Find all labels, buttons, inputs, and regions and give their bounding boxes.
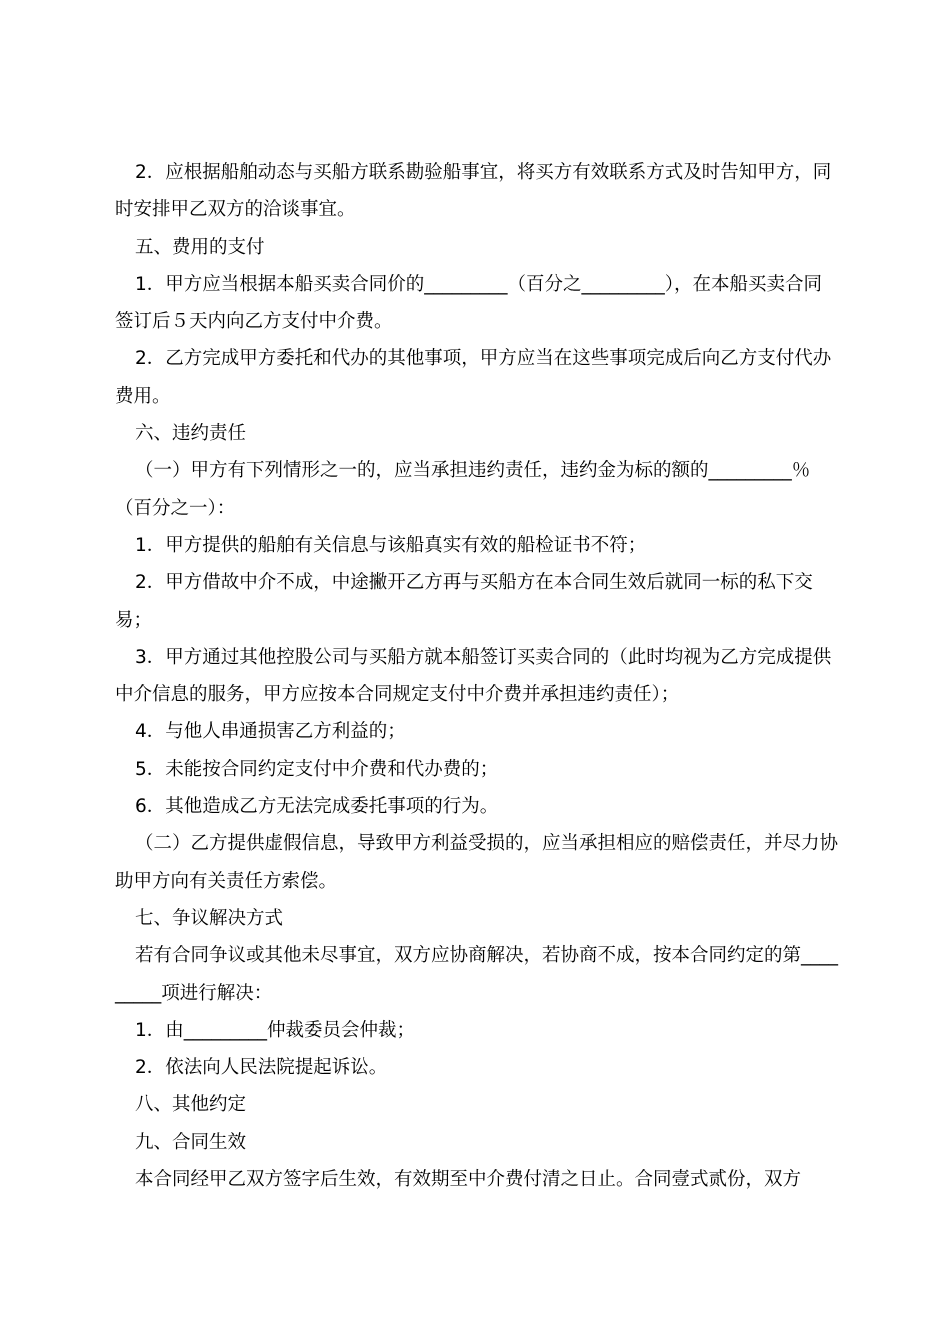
clause-6-item-2: 2．甲方借故中介不成，中途撇开乙方再与买船方在本合同生效后就同一标的私下交易； [115, 572, 813, 631]
section-8-heading: 八、其他约定 [135, 1094, 247, 1116]
clause-6-item-4: 4．与他人串通损害乙方利益的； [135, 721, 406, 743]
clause-7-item-2: 2．依法向人民法院提起诉讼。 [135, 1057, 388, 1079]
section-6-heading: 六、违约责任 [135, 423, 247, 445]
clause-6-item-5: 5．未能按合同约定支付中介费和代办费的； [135, 758, 499, 780]
clause-6-part-1: （一）甲方有下列情形之一的，应当承担违约责任，违约金为标的额的_________％（百分之一）： [115, 460, 811, 519]
clause-5-item-1: 1．甲方应当根据本船买卖合同价的_________（百分之_________），在本船买卖合同签订后５天内向乙方支付中介费。 [115, 273, 823, 333]
section-9-heading: 九、合同生效 [135, 1131, 247, 1153]
clause-6-item-1: 1．甲方提供的船舶有关信息与该船真实有效的船检证书不符； [135, 534, 647, 556]
clause-5-item-2: 2．乙方完成甲方委托和代办的其他事项，甲方应当在这些事项完成后向乙方支付代办费用。 [115, 348, 832, 407]
clause-7-intro: 若有合同争议或其他未尽事宜，双方应协商解决，若协商不成，按本合同约定的第_________项进行解决： [115, 945, 839, 1004]
clause-9-text: 本合同经甲乙双方签字后生效，有效期至中介费付清之日止。合同壹式贰份，双方 [135, 1169, 802, 1191]
clause-6-part-2: （二）乙方提供虚假信息，导致甲方利益受损的，应当承担相应的赔偿责任，并尽力协助甲方向有关责任方索偿。 [115, 833, 839, 892]
section-5-heading: 五、费用的支付 [135, 236, 265, 258]
section-7-heading: 七、争议解决方式 [135, 907, 284, 929]
clause-4-item-2: 2．应根据船舶动态与买船方联系勘验船事宜，将买方有效联系方式及时告知甲方，同时安排甲乙双方的洽谈事宜。 [115, 162, 832, 221]
clause-6-item-3: 3．甲方通过其他控股公司与买船方就本船签订买卖合同的（此时均视为乙方完成提供中介信息的服务，甲方应按本合同规定支付中介费并承担违约责任）； [115, 646, 832, 706]
document-body [115, 154, 840, 1198]
clause-6-item-6: 6．其他造成乙方无法完成委托事项的行为。 [135, 796, 499, 818]
clause-7-item-1: 1．由_________仲裁委员会仲裁； [135, 1019, 416, 1041]
